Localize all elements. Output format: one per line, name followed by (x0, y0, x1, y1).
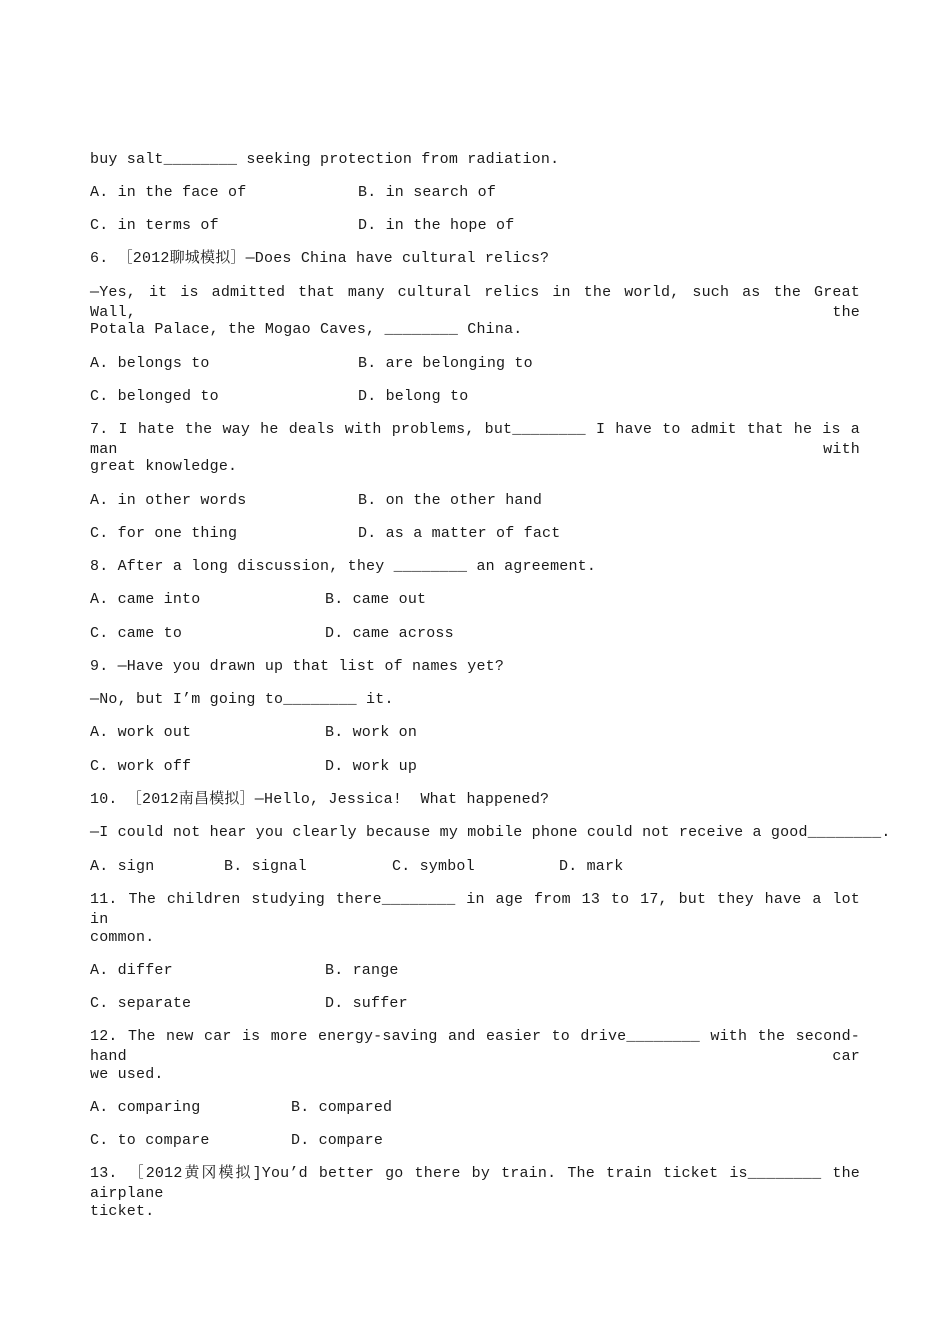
q6-option-d: D. belong to (358, 388, 469, 405)
q8-option-a: A. came into (90, 591, 201, 608)
q12-line-1: 12. The new car is more energy-saving and easier to drive________ with the second-hand car (90, 1028, 860, 1065)
question-5-continuation: buy salt________ seeking protection from radiation. (90, 151, 560, 168)
q9-option-a: A. work out (90, 724, 192, 741)
q6-option-a: A. belongs to (90, 355, 210, 372)
q10-line-2: —I could not hear you clearly because my mobile phone could not receive a good________. (90, 824, 891, 841)
q11-option-a: A. differ (90, 962, 173, 979)
q6-option-c: C. belonged to (90, 388, 219, 405)
q12-option-b: B. compared (291, 1099, 393, 1116)
q11-option-c: C. separate (90, 995, 192, 1012)
q13-line-1: 13. ［2012黄冈模拟]You’d better go there by train. The train ticket is________ the airplane (90, 1165, 860, 1202)
q6-line-3: Potala Palace, the Mogao Caves, ________ China. (90, 321, 523, 338)
q7-option-a: A. in other words (90, 492, 247, 509)
q10-stem: 10. ［2012南昌模拟］—Hello, Jessica! What happened? (90, 791, 550, 808)
q8-stem: 8. After a long discussion, they ________ an agreement. (90, 558, 597, 575)
q9-stem: 9. —Have you drawn up that list of names yet? (90, 658, 505, 675)
q10-option-c: C. symbol (392, 858, 475, 875)
q7-option-b: B. on the other hand (358, 492, 543, 509)
q8-option-b: B. came out (325, 591, 427, 608)
q10-option-b: B. signal (224, 858, 307, 875)
q6-line-2: —Yes, it is admitted that many cultural relics in the world, such as the Great Wall, the (90, 284, 860, 321)
q12-line-2: we used. (90, 1066, 164, 1083)
q6-option-b: B. are belonging to (358, 355, 533, 372)
q9-option-c: C. work off (90, 758, 192, 775)
q5-option-a: A. in the face of (90, 184, 247, 201)
q13-line-2: ticket. (90, 1203, 155, 1220)
q11-line-2: common. (90, 929, 155, 946)
q9-line-2: —No, but I’m going to________ it. (90, 691, 394, 708)
q8-option-d: D. came across (325, 625, 454, 642)
q9-option-b: B. work on (325, 724, 418, 741)
q5-option-c: C. in terms of (90, 217, 219, 234)
q7-option-d: D. as a matter of fact (358, 525, 561, 542)
q5-option-b: B. in search of (358, 184, 497, 201)
q7-option-c: C. for one thing (90, 525, 238, 542)
q7-line-1: 7. I hate the way he deals with problems, but________ I have to admit that he is a man with (90, 421, 860, 458)
q5-option-d: D. in the hope of (358, 217, 515, 234)
q6-stem: 6. ［2012聊城模拟］—Does China have cultural relics? (90, 250, 550, 267)
q7-line-2: great knowledge. (90, 458, 238, 475)
q12-option-a: A. comparing (90, 1099, 201, 1116)
q9-option-d: D. work up (325, 758, 418, 775)
q8-option-c: C. came to (90, 625, 183, 642)
q10-option-d: D. mark (559, 858, 624, 875)
q11-option-b: B. range (325, 962, 399, 979)
q11-line-1: 11. The children studying there________ in age from 13 to 17, but they have a lot in (90, 891, 860, 928)
q11-option-d: D. suffer (325, 995, 408, 1012)
q10-option-a: A. sign (90, 858, 155, 875)
q12-option-d: D. compare (291, 1132, 384, 1149)
q12-option-c: C. to compare (90, 1132, 210, 1149)
